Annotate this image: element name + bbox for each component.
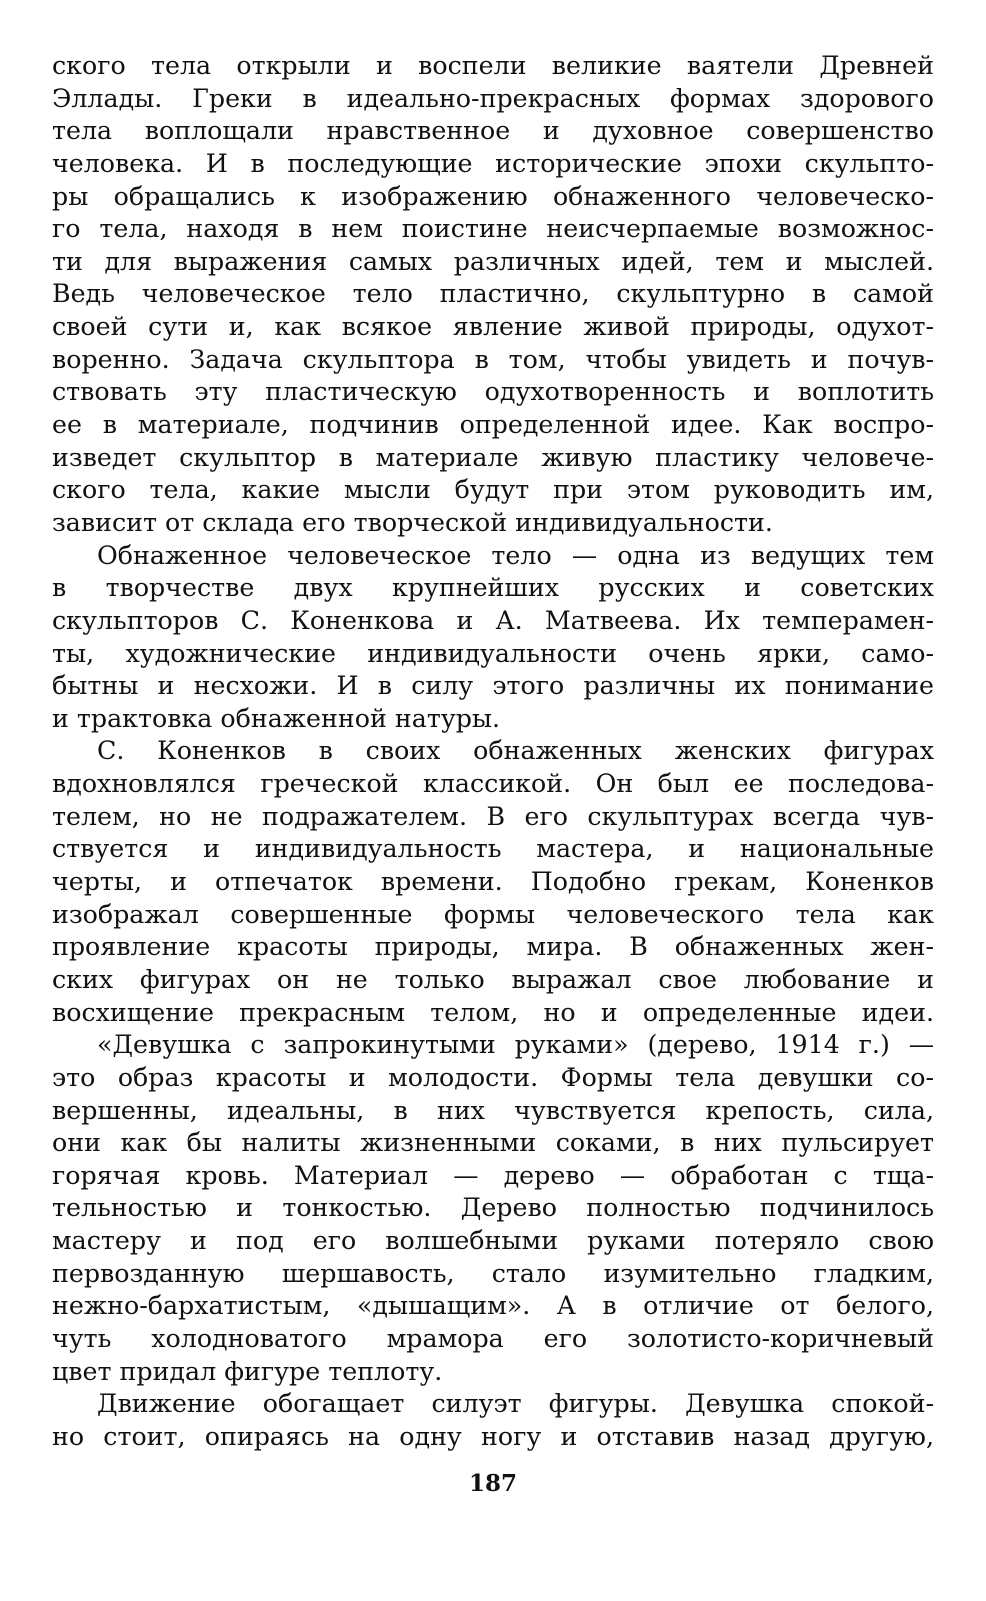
text-line: ствуется и индивидуальность мастера, и национальные <box>52 834 934 864</box>
text-line: Ведь человеческое тело пластично, скульптурно в самой <box>52 279 934 309</box>
page-text <box>52 50 934 1454</box>
page-number: 187 <box>468 1470 517 1497</box>
text-line: тела воплощали нравственное и духовное совершенство <box>52 116 934 146</box>
text-line: вершенны, идеальны, в них чувствуется крепость, сила, <box>52 1095 934 1125</box>
text-line: это образ красоты и молодости. Формы тела девушки со- <box>52 1062 934 1092</box>
text-line: ры обращались к изображению обнаженного человеческо- <box>52 181 934 211</box>
text-line: цвет придал фигуре теплоту. <box>52 1356 443 1386</box>
text-line: Эллады. Греки в идеально-прекрасных формах здорового <box>52 83 934 113</box>
text-line: горячая кровь. Материал — дерево — обработан с тща- <box>52 1160 934 1190</box>
text-line: своей сути и, как всякое явление живой природы, одухот- <box>52 312 934 342</box>
text-line: и трактовка обнаженной натуры. <box>52 703 501 733</box>
text-line: воренно. Задача скульптора в том, чтобы увидеть и почув- <box>52 344 934 374</box>
text-line: человека. И в последующие исторические эпохи скульпто- <box>52 148 934 178</box>
text-line: они как бы налиты жизненными соками, в них пульсирует <box>52 1128 934 1158</box>
text-line: ского тела, какие мысли будут при этом руководить им, <box>52 475 934 505</box>
text-line: ских фигурах он не только выражал свое любование и <box>52 964 934 994</box>
paragraph-start: Движение обогащает силуэт фигуры. Девушка спокой- <box>97 1389 934 1419</box>
text-line: тельностью и тонкостью. Дерево полностью подчинилось <box>52 1193 934 1223</box>
paragraph-start: С. Коненков в своих обнаженных женских фигурах <box>97 736 934 766</box>
paragraph-start: Обнаженное человеческое тело — одна из ведущих тем <box>97 540 934 570</box>
text-line: ствовать эту пластическую одухотворенность и воплотить <box>52 377 934 407</box>
text-line: ты, художнические индивидуальности очень ярки, само- <box>52 638 934 668</box>
text-line: проявление красоты природы, мира. В обнаженных жен- <box>52 932 934 962</box>
text-line: ского тела открыли и воспели великие ваятели Древней <box>52 51 934 80</box>
text-line: ти для выражения самых различных идей, тем и мыслей. <box>52 246 934 276</box>
text-line: вдохновлялся греческой классикой. Он был ее последова- <box>52 769 934 799</box>
text-line: восхищение прекрасным телом, но и определенные идеи. <box>52 997 934 1027</box>
text-line: изведет скульптор в материале живую пластику человече- <box>52 442 934 472</box>
text-line: первозданную шершавость, стало изумительно гладким, <box>52 1258 934 1288</box>
paragraph-start: «Девушка с запрокинутыми руками» (дерево, 1914 г.) — <box>97 1030 934 1060</box>
text-line: бытны и несхожи. И в силу этого различны их понимание <box>52 671 934 701</box>
text-line: нежно-бархатистым, «дышащим». А в отличие от белого, <box>52 1291 934 1321</box>
text-line: мастеру и под его волшебными руками потеряло свою <box>52 1226 934 1256</box>
text-line: скульпторов С. Коненкова и А. Матвеева. Их темперамен- <box>52 605 934 635</box>
text-line: го тела, находя в нем поистине неисчерпаемые возможнос- <box>52 214 934 244</box>
text-line: чуть холодноватого мрамора его золотисто-коричневый <box>52 1323 934 1353</box>
text-line: изображал совершенные формы человеческого тела как <box>52 899 934 929</box>
text-line: зависит от склада его творческой индивидуальности. <box>52 507 773 537</box>
text-line: ее в материале, подчинив определенной идее. Как воспро- <box>52 410 934 440</box>
text-line: телем, но не подражателем. В его скульптурах всегда чув- <box>52 801 934 831</box>
text-line: черты, и отпечаток времени. Подобно грекам, Коненков <box>52 867 934 897</box>
text-line: в творчестве двух крупнейших русских и советских <box>52 573 934 603</box>
text-line: но стоит, опираясь на одну ногу и отставив назад другую, <box>52 1421 934 1451</box>
